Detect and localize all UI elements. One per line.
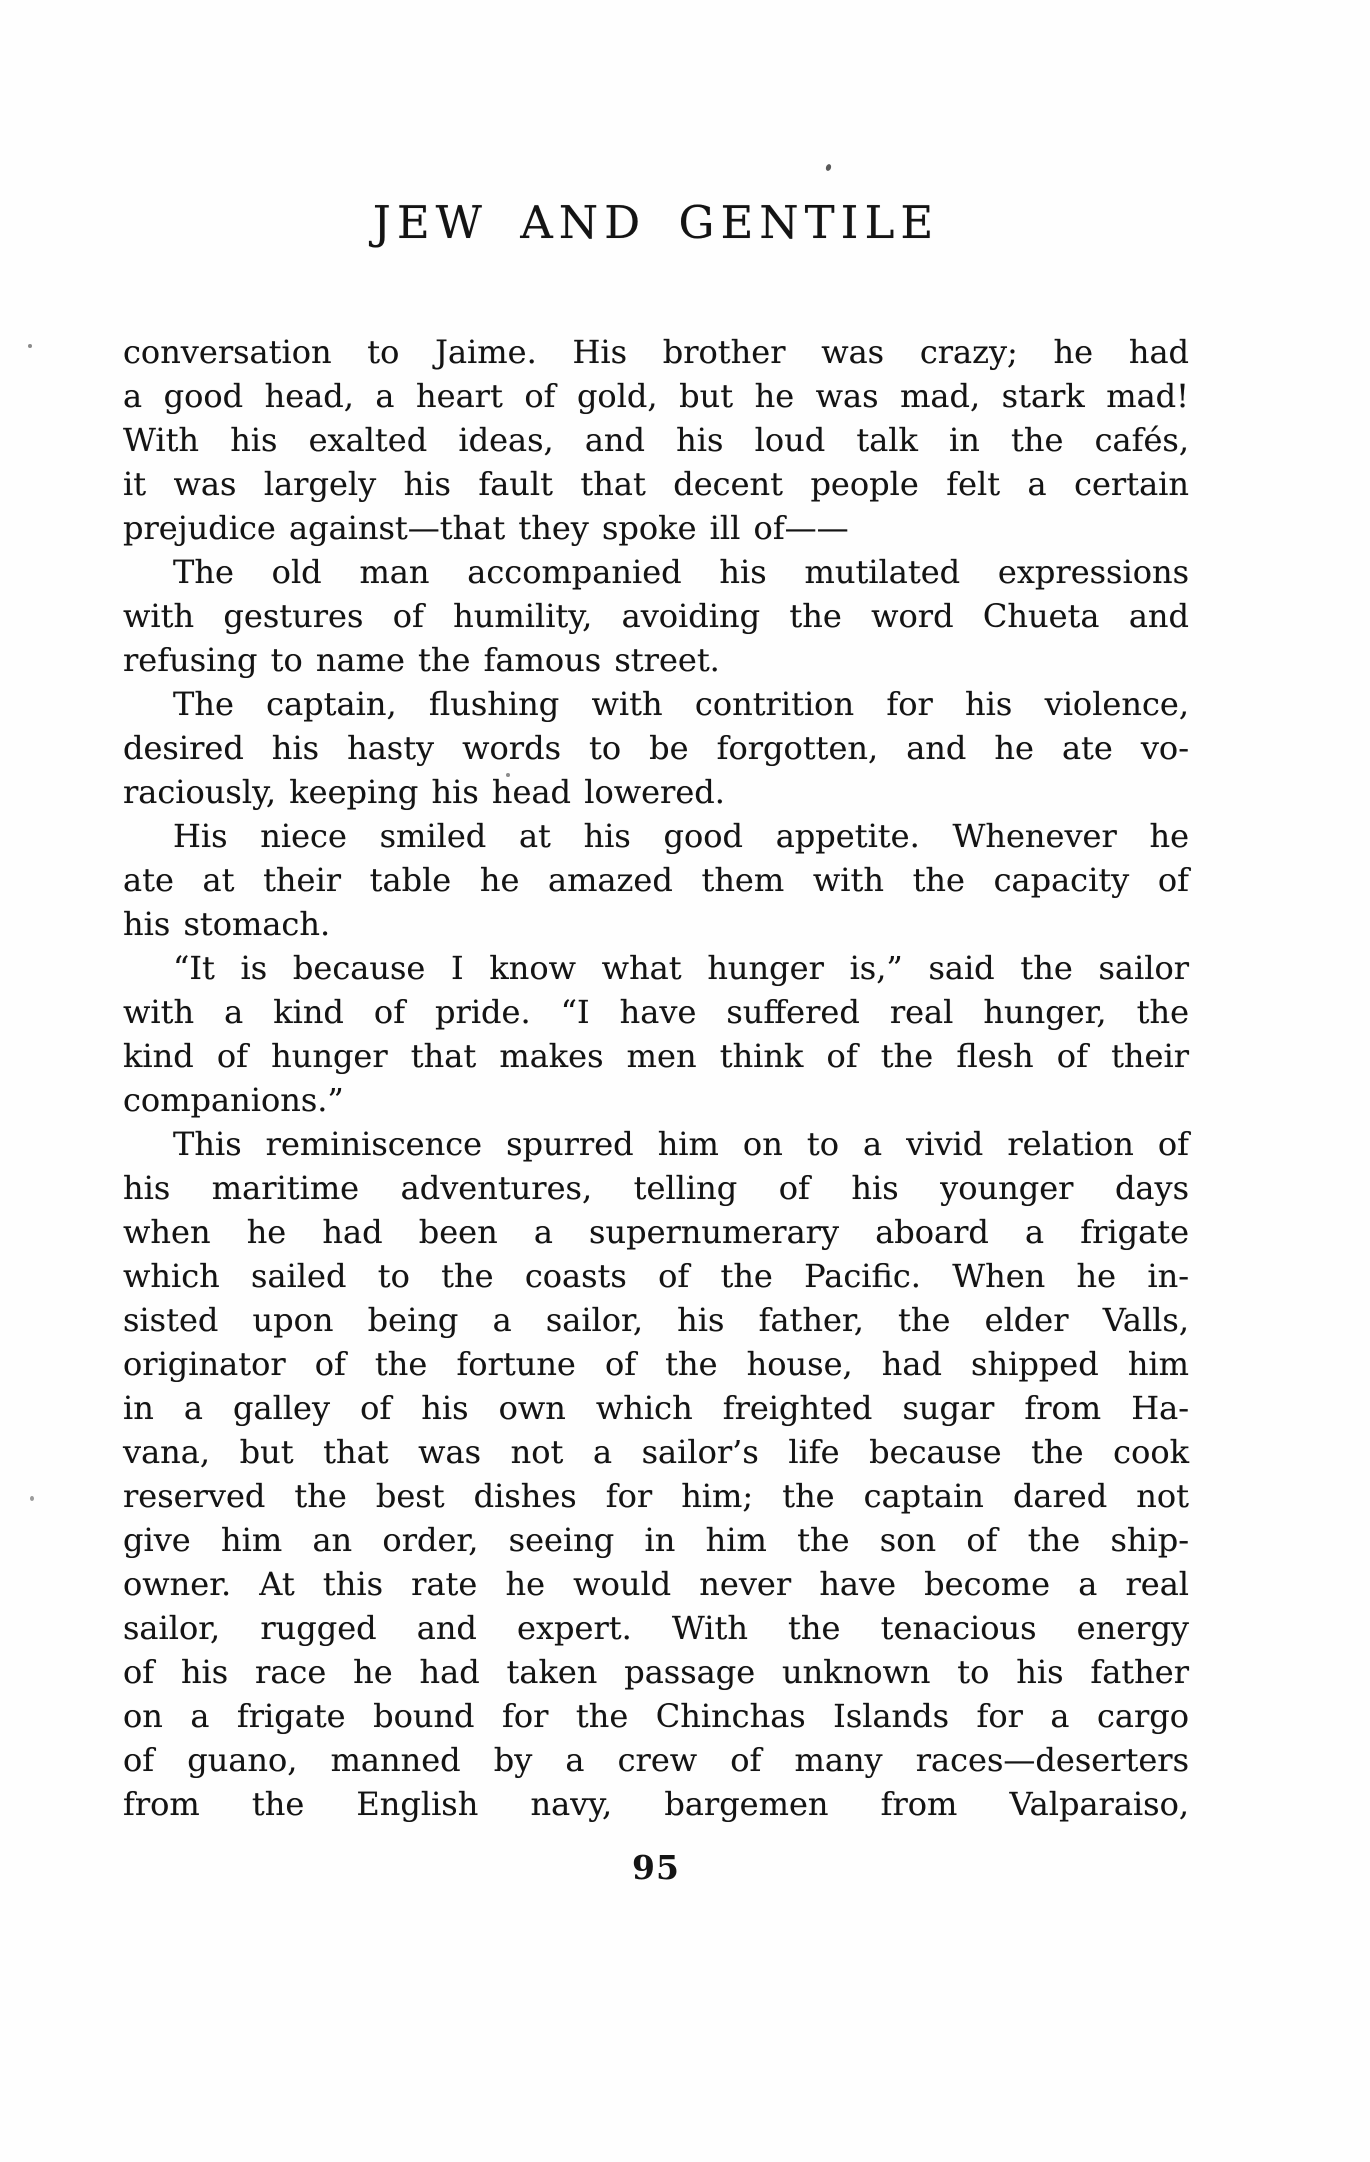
text-line: The old man accompanied his mutilated expressions: [173, 553, 1189, 591]
page-number: 95: [632, 1848, 680, 1887]
text-line: desired his hasty words to be forgotten, and he ate vo-: [123, 729, 1189, 767]
text-line: conversation to Jaime. His brother was crazy; he had: [123, 333, 1189, 371]
text-line: give him an order, seeing in him the son of the ship-: [123, 1521, 1189, 1559]
text-line: prejudice against—that they spoke ill of——: [123, 509, 849, 547]
text-line: This reminiscence spurred him on to a vivid relation of: [173, 1125, 1189, 1163]
text-line: of guano, manned by a crew of many races—deserters: [123, 1741, 1189, 1779]
text-line: a good head, a heart of gold, but he was mad, stark mad!: [123, 377, 1189, 415]
text-line: originator of the fortune of the house, had shipped him: [123, 1345, 1189, 1383]
text-line: ate at their table he amazed them with the capacity of: [123, 861, 1189, 899]
scan-speck: [28, 344, 32, 348]
scan-speck: [825, 163, 832, 171]
text-line: when he had been a supernumerary aboard a frigate: [123, 1213, 1189, 1251]
text-line: his stomach.: [123, 905, 331, 943]
text-line: raciously, keeping his head lowered.: [123, 773, 725, 811]
body-text: [123, 330, 1189, 1826]
text-line: it was largely his fault that decent people felt a certain: [123, 465, 1189, 503]
scan-speck: [30, 1496, 34, 1501]
text-line: with a kind of pride. “I have suffered real hunger, the: [123, 993, 1189, 1031]
text-line: reserved the best dishes for him; the captain dared not: [123, 1477, 1189, 1515]
text-line: kind of hunger that makes men think of the flesh of their: [123, 1037, 1189, 1075]
text-line: His niece smiled at his good appetite. Whenever he: [173, 817, 1189, 855]
text-line: his maritime adventures, telling of his younger days: [123, 1169, 1189, 1207]
text-line: With his exalted ideas, and his loud talk in the cafés,: [123, 421, 1189, 459]
text-line: owner. At this rate he would never have become a real: [123, 1565, 1189, 1603]
text-line: companions.”: [123, 1081, 344, 1119]
text-line: vana, but that was not a sailor’s life because the cook: [123, 1433, 1189, 1471]
text-line: from the English navy, bargemen from Valparaiso,: [123, 1785, 1189, 1823]
text-line: which sailed to the coasts of the Pacific. When he in-: [123, 1257, 1189, 1295]
text-line: of his race he had taken passage unknown to his father: [123, 1653, 1189, 1691]
text-line: with gestures of humility, avoiding the word Chueta and: [123, 597, 1189, 635]
text-line: The captain, flushing with contrition for his violence,: [173, 685, 1189, 723]
text-line: in a galley of his own which freighted sugar from Ha-: [123, 1389, 1189, 1427]
text-line: “It is because I know what hunger is,” said the sailor: [173, 949, 1189, 987]
text-line: refusing to name the famous street.: [123, 641, 720, 679]
text-line: sailor, rugged and expert. With the tenacious energy: [123, 1609, 1189, 1647]
text-line: sisted upon being a sailor, his father, the elder Valls,: [123, 1301, 1189, 1339]
chapter-title: JEW AND GENTILE: [372, 196, 940, 249]
text-line: on a frigate bound for the Chinchas Islands for a cargo: [123, 1697, 1189, 1735]
